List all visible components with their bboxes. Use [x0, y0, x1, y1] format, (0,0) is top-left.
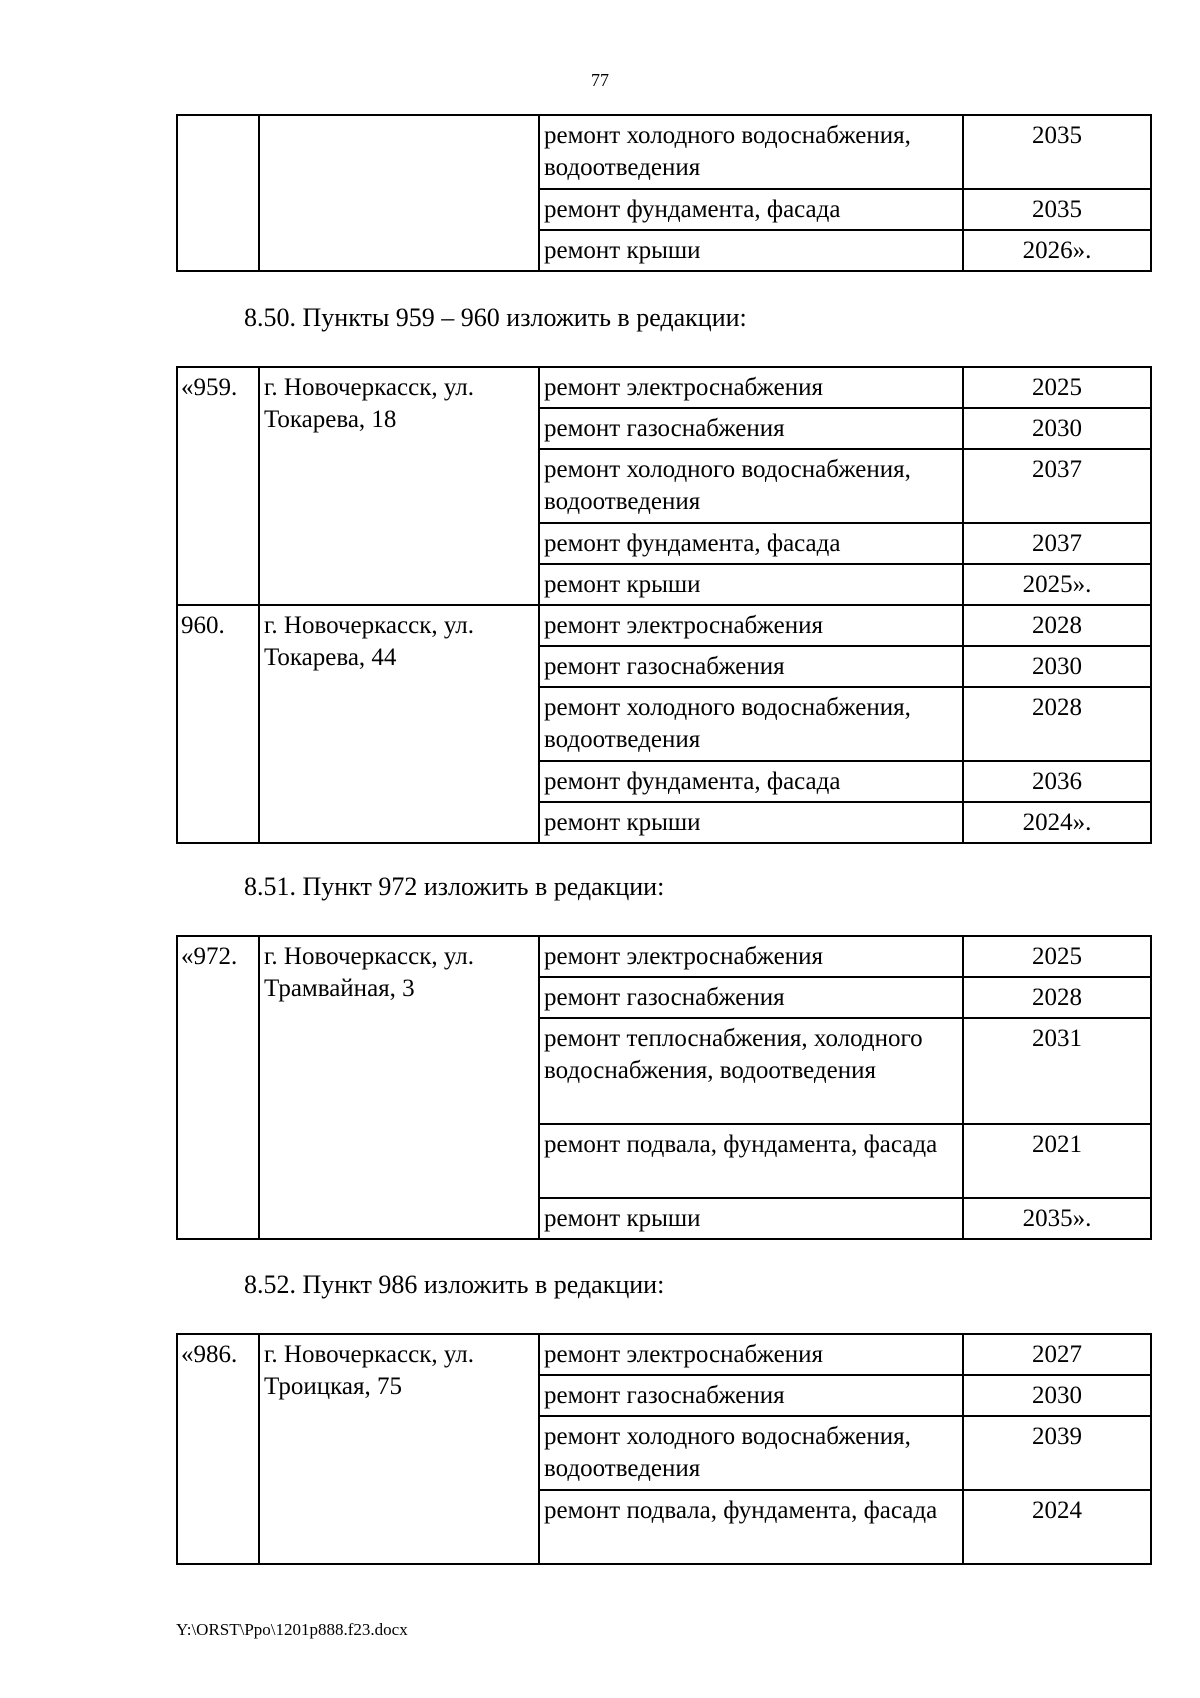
work-year: 2028 — [963, 977, 1151, 1018]
work-year: 2030 — [963, 408, 1151, 449]
work-year: 2024». — [963, 802, 1151, 843]
work-name: ремонт газоснабжения — [539, 646, 963, 687]
work-name: ремонт фундамента, фасада — [539, 189, 963, 230]
work-year: 2025 — [963, 936, 1151, 977]
entry-address: г. Новочеркасск, ул. Токарева, 18 — [259, 367, 539, 605]
work-year: 2027 — [963, 1334, 1151, 1375]
work-name: ремонт газоснабжения — [539, 408, 963, 449]
table-row — [177, 605, 1151, 646]
entry-number: «986. — [177, 1334, 259, 1564]
file-path-footer: Y:\ORST\Ppo\1201p888.f23.docx — [176, 1620, 408, 1639]
table-row — [177, 115, 1151, 189]
works-table-continuation — [176, 114, 1152, 272]
work-name: ремонт подвала, фундамента, фасада — [539, 1124, 963, 1198]
work-name: ремонт крыши — [539, 564, 963, 605]
work-name: ремонт крыши — [539, 1198, 963, 1239]
work-year: 2039 — [963, 1416, 1151, 1490]
work-name: ремонт холодного водоснабжения, водоотведения — [539, 449, 963, 523]
work-name: ремонт фундамента, фасада — [539, 761, 963, 802]
entry-address — [259, 115, 539, 271]
work-name: ремонт электроснабжения — [539, 367, 963, 408]
work-year: 2028 — [963, 687, 1151, 761]
work-year: 2037 — [963, 523, 1151, 564]
work-name: ремонт холодного водоснабжения, водоотведения — [539, 687, 963, 761]
work-year: 2036 — [963, 761, 1151, 802]
work-year: 2037 — [963, 449, 1151, 523]
paragraph-8-52: 8.52. Пункт 986 изложить в редакции: — [244, 1270, 665, 1299]
work-year: 2025». — [963, 564, 1151, 605]
work-name: ремонт холодного водоснабжения, водоотведения — [539, 1416, 963, 1490]
work-name: ремонт электроснабжения — [539, 605, 963, 646]
work-name: ремонт крыши — [539, 802, 963, 843]
page-number: 77 — [591, 70, 609, 90]
entry-address: г. Новочеркасск, ул. Трамвайная, 3 — [259, 936, 539, 1239]
table-row — [177, 367, 1151, 408]
work-name: ремонт подвала, фундамента, фасада — [539, 1490, 963, 1564]
entry-number: 960. — [177, 605, 259, 843]
table-row — [177, 1334, 1151, 1375]
work-year: 2024 — [963, 1490, 1151, 1564]
entry-address: г. Новочеркасск, ул. Токарева, 44 — [259, 605, 539, 843]
paragraph-8-51: 8.51. Пункт 972 изложить в редакции: — [244, 872, 665, 901]
work-name: ремонт электроснабжения — [539, 936, 963, 977]
work-name: ремонт фундамента, фасада — [539, 523, 963, 564]
work-year: 2030 — [963, 646, 1151, 687]
entry-number — [177, 115, 259, 271]
works-table-986 — [176, 1333, 1152, 1565]
work-name: ремонт газоснабжения — [539, 1375, 963, 1416]
work-year: 2028 — [963, 605, 1151, 646]
work-year: 2035 — [963, 189, 1151, 230]
work-year: 2030 — [963, 1375, 1151, 1416]
work-name: ремонт теплоснабжения, холодного водоснабжения, водоотведения — [539, 1018, 963, 1124]
work-year: 2026». — [963, 230, 1151, 271]
work-name: ремонт крыши — [539, 230, 963, 271]
entry-number: «959. — [177, 367, 259, 605]
work-year: 2025 — [963, 367, 1151, 408]
work-name: ремонт газоснабжения — [539, 977, 963, 1018]
work-year: 2021 — [963, 1124, 1151, 1198]
table-row — [177, 936, 1151, 977]
entry-address: г. Новочеркасск, ул. Троицкая, 75 — [259, 1334, 539, 1564]
work-name: ремонт электроснабжения — [539, 1334, 963, 1375]
paragraph-8-50: 8.50. Пункты 959 – 960 изложить в редакции: — [244, 303, 747, 332]
work-year: 2031 — [963, 1018, 1151, 1124]
work-name: ремонт холодного водоснабжения, водоотведения — [539, 115, 963, 189]
work-year: 2035». — [963, 1198, 1151, 1239]
work-year: 2035 — [963, 115, 1151, 189]
works-table-959-960 — [176, 366, 1152, 844]
entry-number: «972. — [177, 936, 259, 1239]
works-table-972 — [176, 935, 1152, 1240]
